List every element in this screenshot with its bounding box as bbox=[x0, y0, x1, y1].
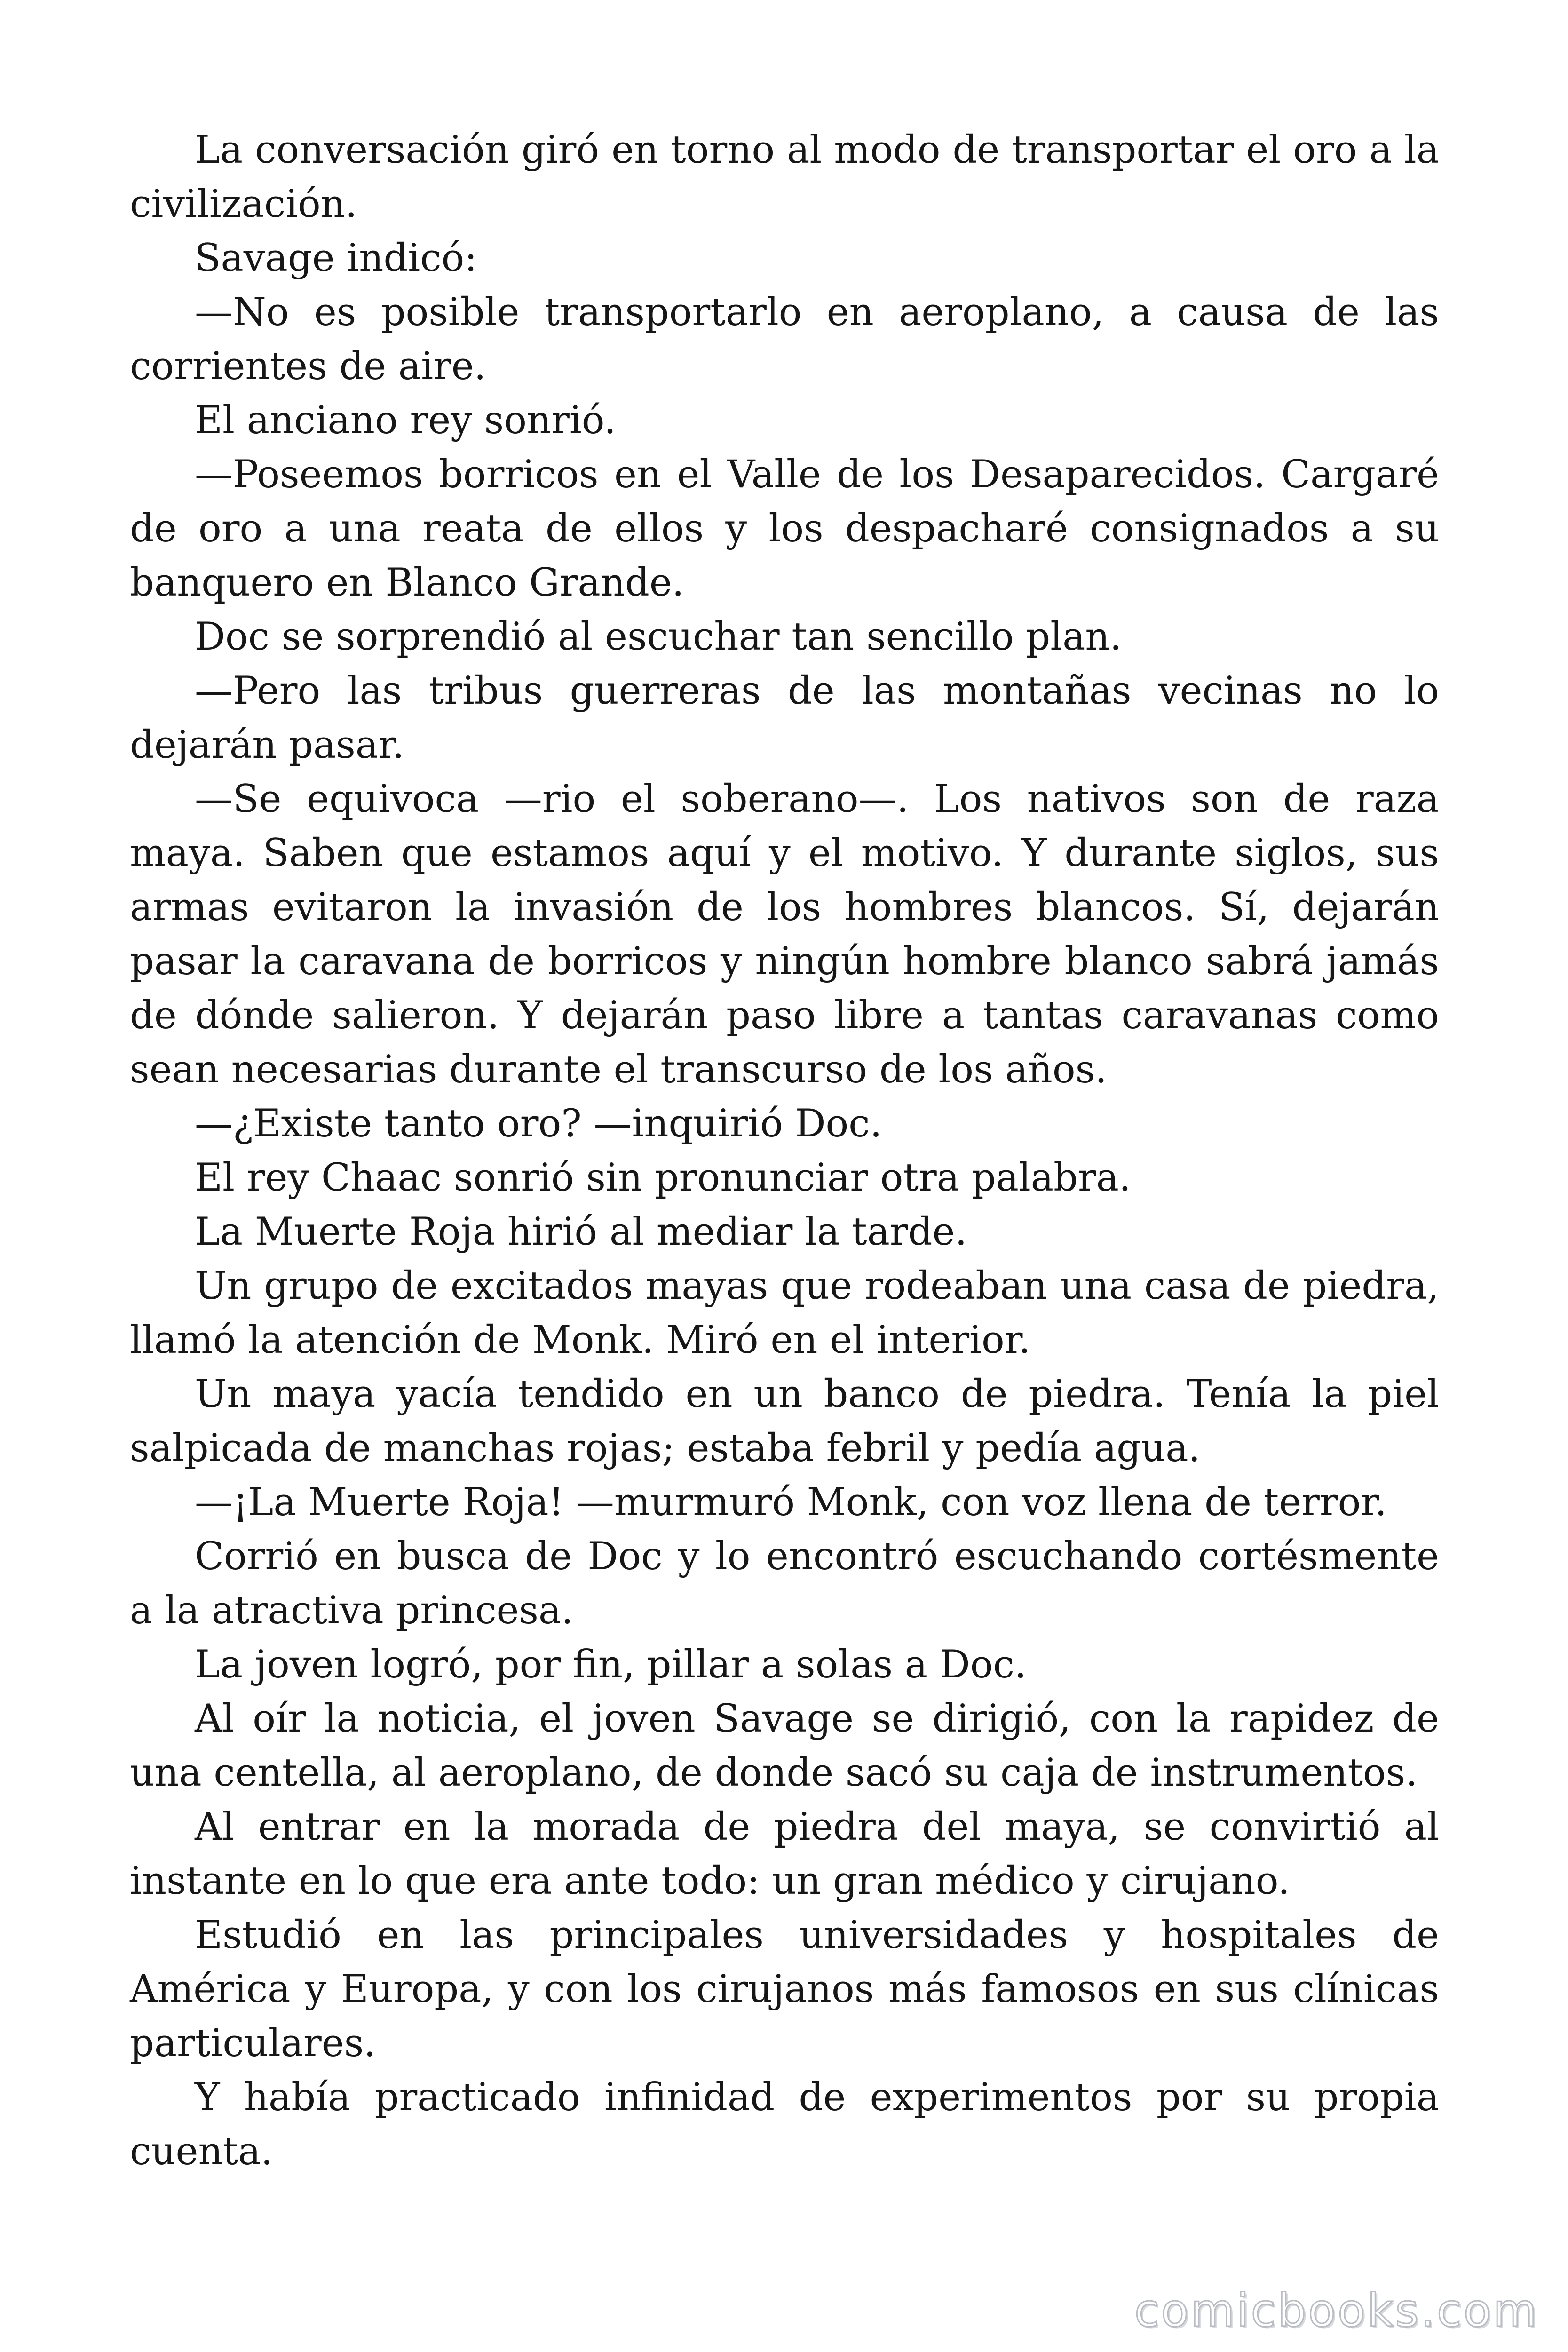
paragraph: —Poseemos borricos en el Valle de los Desaparecidos. Cargaré de oro a una reata de ellos y los despacharé consignados a su banquero en Blanco Grande. bbox=[130, 453, 1439, 605]
paragraph: Savage indicó: bbox=[195, 236, 477, 280]
paragraph: Un maya yacía tendido en un banco de piedra. Tenía la piel salpicada de manchas rojas; estaba febril y pedía agua. bbox=[130, 1372, 1439, 1470]
paragraph: La conversación giró en torno al modo de transportar el oro a la civilización. bbox=[130, 128, 1439, 226]
paragraph: —Se equivoca —rio el soberano—. Los nativos son de raza maya. Saben que estamos aquí y el motivo. Y durante siglos, sus armas evitaron la invasión de los hombres blancos. Sí, dejarán pasar la caravana de borricos y ningún hombre blanco sabrá jamás de dónde salieron. Y dejarán paso libre a tantas caravanas como sean necesarias durante el transcurso de los años. bbox=[130, 777, 1439, 1092]
paragraph: La joven logró, por fin, pillar a solas a Doc. bbox=[195, 1643, 1027, 1687]
page-body bbox=[130, 123, 1439, 2179]
paragraph: —¿Existe tanto oro? —inquirió Doc. bbox=[195, 1102, 882, 1146]
paragraph: Al entrar en la morada de piedra del maya, se convirtió al instante en lo que era ante todo: un gran médico y cirujano. bbox=[130, 1805, 1439, 1903]
paragraph: Al oír la noticia, el joven Savage se dirigió, con la rapidez de una centella, al aeroplano, de donde sacó su caja de instrumentos. bbox=[130, 1697, 1439, 1795]
watermark-logo: comicbooks.com bbox=[1134, 2284, 1539, 2337]
paragraph: Un grupo de excitados mayas que rodeaban una casa de piedra, llamó la atención de Monk. Miró en el interior. bbox=[130, 1264, 1439, 1362]
paragraph: Y había practicado infinidad de experimentos por su propia cuenta. bbox=[130, 2075, 1439, 2174]
paragraph: El anciano rey sonrió. bbox=[195, 398, 616, 443]
paragraph: Doc se sorprendió al escuchar tan sencillo plan. bbox=[195, 615, 1122, 659]
paragraph: El rey Chaac sonrió sin pronunciar otra palabra. bbox=[195, 1156, 1131, 1200]
paragraph: —Pero las tribus guerreras de las montañas vecinas no lo dejarán pasar. bbox=[130, 669, 1439, 767]
paragraph: —¡La Muerte Roja! —murmuró Monk, con voz llena de terror. bbox=[195, 1480, 1387, 1525]
paragraph: Corrió en busca de Doc y lo encontró escuchando cortésmente a la atractiva princesa. bbox=[130, 1534, 1439, 1633]
paragraph: —No es posible transportarlo en aeroplano, a causa de las corrientes de aire. bbox=[130, 290, 1439, 389]
paragraph: La Muerte Roja hirió al mediar la tarde. bbox=[195, 1210, 967, 1254]
paragraph: Estudió en las principales universidades y hospitales de América y Europa, y con los cirujanos más famosos en sus clínicas particulares. bbox=[130, 1913, 1439, 2066]
